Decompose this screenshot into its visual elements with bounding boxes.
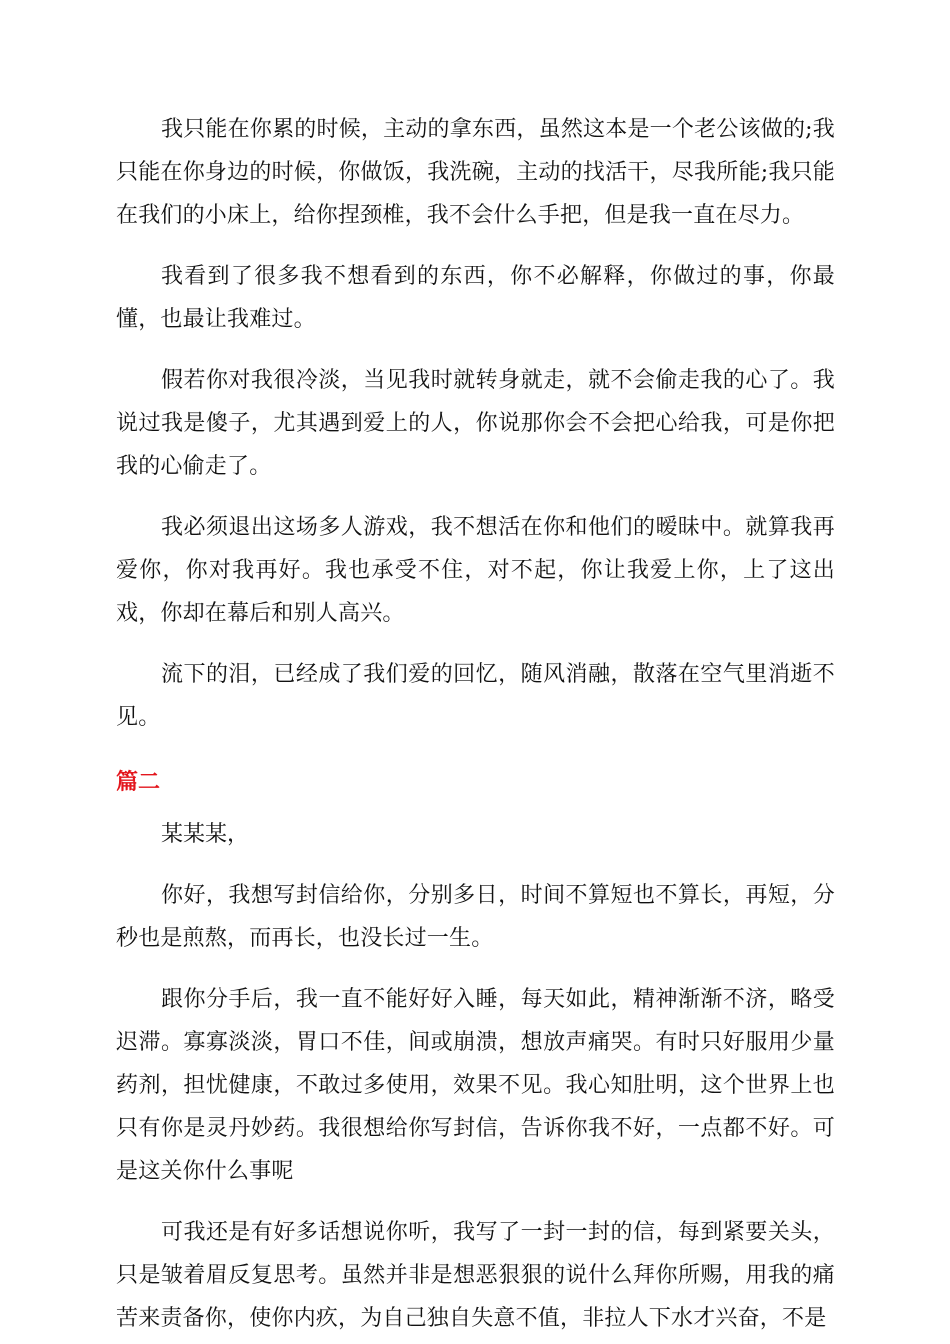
paragraph: 我必须退出这场多人游戏，我不想活在你和他们的暧昧中。就算我再爱你，你对我再好。我也承受不住，对不起，你让我爱上你，上了这出戏，你却在幕后和别人高兴。 — [116, 515, 835, 626]
salutation: 某某某， — [161, 822, 250, 847]
paragraph: 跟你分手后，我一直不能好好入睡，每天如此，精神渐渐不济，略受迟滞。寡寡淡淡，胃口不佳，间或崩溃，想放声痛哭。有时只好服用少量药剂，担忧健康，不敢过多使用，效果不见。我心知肚明，这个世界上也只有你是灵丹妙药。我很想给你写封信，告诉你我不好，一点都不好。可是这关你什么事呢 — [116, 987, 835, 1184]
paragraph: 流下的泪，已经成了我们爱的回忆，随风消融，散落在空气里消逝不见。 — [116, 662, 835, 730]
paragraph: 我只能在你累的时候，主动的拿东西，虽然这本是一个老公该做的;我只能在你身边的时候，你做饭，我洗碗，主动的找活干，尽我所能;我只能在我们的小床上，给你捏颈椎，我不会什么手把，但是我一直在尽力。 — [116, 117, 835, 228]
section-heading: 篇二 — [116, 770, 161, 795]
paragraph: 你好，我想写封信给你，分别多日，时间不算短也不算长，再短，分秒也是煎熬，而再长，也没长过一生。 — [116, 883, 835, 951]
paragraph: 可我还是有好多话想说你听，我写了一封一封的信，每到紧要关头，只是皱着眉反复思考。虽然并非是想恶狠狠的说什么拜你所赐，用我的痛苦来责备你，使你内疚，为自己独自失意不值，非拉人下水才兴奋，不是 — [116, 1220, 835, 1331]
paragraph: 我看到了很多我不想看到的东西，你不必解释，你做过的事，你最懂，也最让我难过。 — [116, 264, 835, 332]
paragraph: 假若你对我很冷淡，当见我时就转身就走，就不会偷走我的心了。我说过我是傻子，尤其遇到爱上的人，你说那你会不会把心给我，可是你把我的心偷走了。 — [116, 368, 835, 479]
document-body — [116, 108, 835, 1340]
